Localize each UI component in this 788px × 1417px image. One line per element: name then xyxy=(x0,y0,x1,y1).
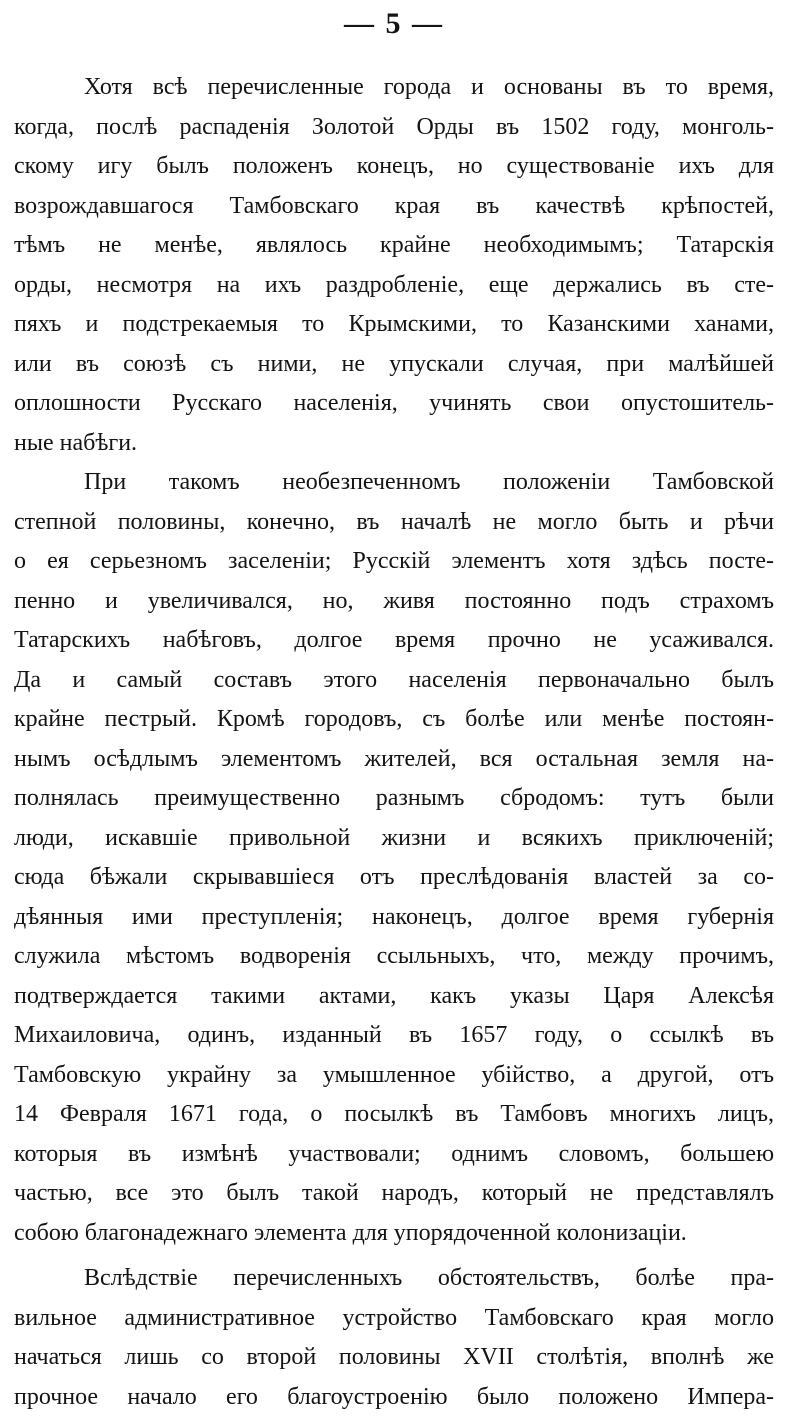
text-line: ные набѣги. xyxy=(14,424,774,464)
text-line: подтверждается такими актами, какъ указы Царя Алексѣя xyxy=(14,977,774,1017)
text-line: оплошности Русскаго населенія, учинять свои опустошитель- xyxy=(14,384,774,424)
text-line: люди, искавшіе привольной жизни и всякихъ приключеній; xyxy=(14,819,774,859)
text-line: дѣянныя ими преступленія; наконецъ, долгое время губернія xyxy=(14,898,774,938)
text-line: частью, все это былъ такой народъ, который не представлялъ xyxy=(14,1174,774,1214)
text-line: которыя въ измѣнѣ участвовали; однимъ словомъ, большею xyxy=(14,1135,774,1175)
text-line: тѣмъ не менѣе, являлось крайне необходимымъ; Татарскія xyxy=(14,226,774,266)
text-line: Вслѣдствіе перечисленныхъ обстоятельствъ, болѣе пра- xyxy=(14,1259,774,1299)
text-line: собою благонадежнаго элемента для упорядоченной колонизаціи. xyxy=(14,1214,774,1254)
text-line: полнялась преимущественно разнымъ сбродомъ: тутъ были xyxy=(14,779,774,819)
text-line: Да и самый составъ этого населенія первоначально былъ xyxy=(14,661,774,701)
text-line: прочное начало его благоустроенію было положено Импера- xyxy=(14,1378,774,1417)
text-line: Хотя всѣ перечисленные города и основаны въ то время, xyxy=(14,68,774,108)
text-line: возрождавшагося Тамбовскаго края въ качествѣ крѣпостей, xyxy=(14,187,774,227)
text-line: скому игу былъ положенъ конецъ, но существованіе ихъ для xyxy=(14,147,774,187)
text-line: нымъ осѣдлымъ элементомъ жителей, вся остальная земля на- xyxy=(14,740,774,780)
text-line: начаться лишь со второй половины XVII столѣтія, вполнѣ же xyxy=(14,1338,774,1378)
text-line: сюда бѣжали скрывавшіеся отъ преслѣдованія властей за со- xyxy=(14,858,774,898)
text-line: Татарскихъ набѣговъ, долгое время прочно не усаживался. xyxy=(14,621,774,661)
text-line: При такомъ необезпеченномъ положеніи Тамбовской xyxy=(14,463,774,503)
text-line: крайне пестрый. Кромѣ городовъ, съ болѣе или менѣе постоян- xyxy=(14,700,774,740)
text-line: пенно и увеличивался, но, живя постоянно подъ страхомъ xyxy=(14,582,774,622)
text-line: Тамбовскую украйну за умышленное убійство, а другой, отъ xyxy=(14,1056,774,1096)
paragraph-3 xyxy=(14,1259,774,1417)
paragraph-1 xyxy=(14,68,774,463)
paragraph-2 xyxy=(14,463,774,1253)
text-line: степной половины, конечно, въ началѣ не могло быть и рѣчи xyxy=(14,503,774,543)
text-line: вильное административное устройство Тамбовскаго края могло xyxy=(14,1299,774,1339)
body-text xyxy=(14,68,774,1417)
text-line: орды, несмотря на ихъ раздробленіе, еще держались въ сте- xyxy=(14,266,774,306)
text-line: служила мѣстомъ водворенія ссыльныхъ, что, между прочимъ, xyxy=(14,937,774,977)
text-line: Михаиловича, одинъ, изданный въ 1657 году, о ссылкѣ въ xyxy=(14,1016,774,1056)
page-number: — 5 — xyxy=(0,4,788,44)
text-line: когда, послѣ распаденія Золотой Орды въ 1502 году, монголь- xyxy=(14,108,774,148)
text-line: пяхъ и подстрекаемыя то Крымскими, то Казанскими ханами, xyxy=(14,305,774,345)
text-line: или въ союзѣ съ ними, не упускали случая, при малѣйшей xyxy=(14,345,774,385)
text-line: 14 Февраля 1671 года, о посылкѣ въ Тамбовъ многихъ лицъ, xyxy=(14,1095,774,1135)
text-line: о ея серьезномъ заселеніи; Русскій элементъ хотя здѣсь посте- xyxy=(14,542,774,582)
